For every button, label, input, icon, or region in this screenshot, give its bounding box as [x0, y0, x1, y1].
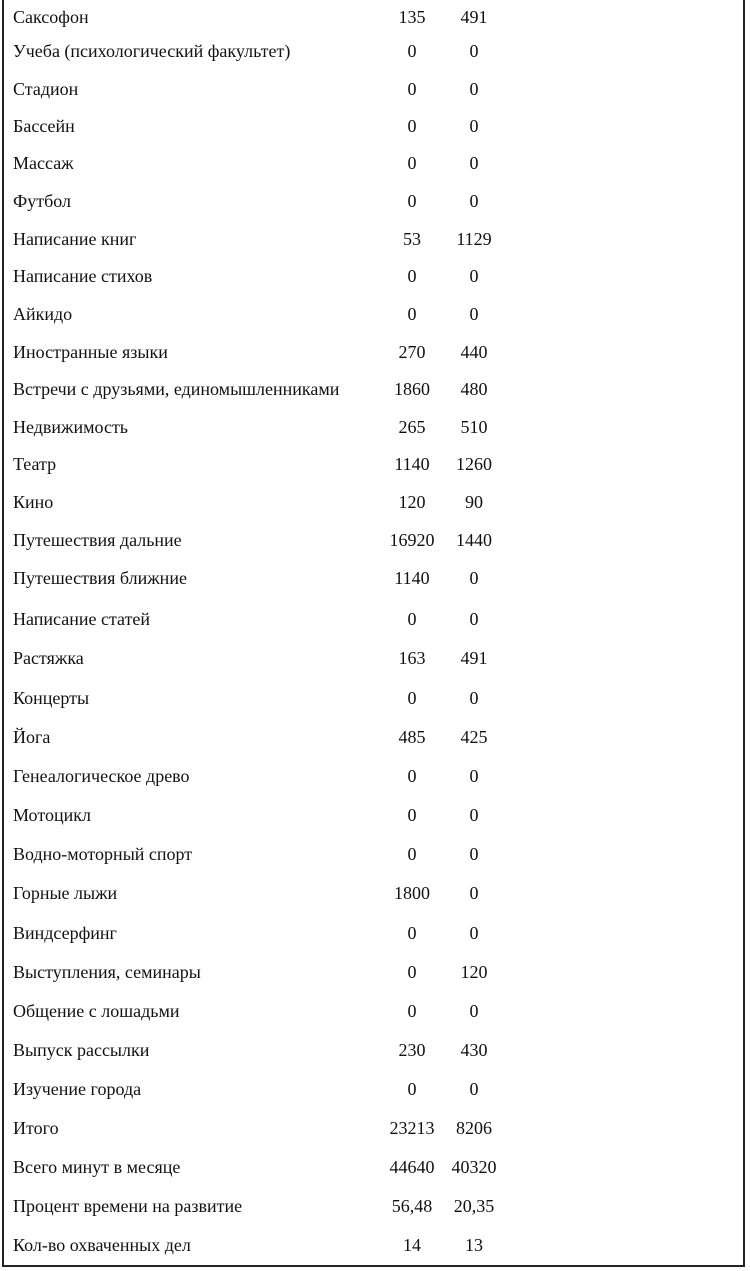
- table-row: [4, 38, 743, 64]
- activity-name: Стадион: [13, 79, 79, 99]
- activity-name: Иностранные языки: [13, 342, 168, 362]
- activity-name: Недвижимость: [13, 417, 129, 437]
- activity-name: Растяжка: [13, 648, 84, 668]
- table-row: [4, 1115, 743, 1141]
- activity-name: Всего минут в месяце: [13, 1157, 181, 1177]
- value-column-1: 0: [407, 688, 417, 708]
- table-row: [4, 645, 743, 671]
- value-column-2: 20,35: [453, 1196, 495, 1216]
- value-column-1: 0: [407, 41, 417, 61]
- activity-name: Встречи с друзьями, единомышленниками: [13, 379, 340, 399]
- value-column-2: 0: [469, 153, 479, 173]
- table-row: [4, 188, 743, 214]
- value-column-1: 53: [403, 229, 421, 249]
- value-column-1: 1860: [394, 379, 430, 399]
- value-column-2: 40320: [451, 1157, 497, 1177]
- table-row: [4, 226, 743, 252]
- document-page: [2, 0, 745, 1267]
- activity-name: Кол-во охваченных дел: [13, 1235, 191, 1255]
- value-column-1: 0: [407, 1079, 417, 1099]
- value-column-2: 491: [460, 7, 488, 27]
- table-row: [4, 301, 743, 327]
- value-column-2: 491: [460, 648, 488, 668]
- value-column-1: 23213: [389, 1118, 435, 1138]
- table-row: [4, 763, 743, 789]
- value-column-2: 0: [469, 844, 479, 864]
- value-column-2: 0: [469, 883, 479, 903]
- value-column-1: 0: [407, 116, 417, 136]
- table-row: [4, 959, 743, 985]
- value-column-1: 270: [398, 342, 426, 362]
- table-row: [4, 1037, 743, 1063]
- table-row: [4, 920, 743, 946]
- table-row: [4, 998, 743, 1024]
- value-column-1: 0: [407, 79, 417, 99]
- value-column-2: 1260: [456, 454, 492, 474]
- value-column-2: 0: [469, 266, 479, 286]
- table-row: [4, 724, 743, 750]
- value-column-2: 120: [460, 962, 488, 982]
- table-row: [4, 565, 743, 591]
- activity-name: Написание стихов: [13, 266, 153, 286]
- value-column-1: 1800: [394, 883, 430, 903]
- activity-name: Мотоцикл: [13, 805, 91, 825]
- activity-name: Концерты: [13, 688, 90, 708]
- value-column-2: 0: [469, 304, 479, 324]
- value-column-2: 0: [469, 609, 479, 629]
- table-row: [4, 1193, 743, 1219]
- value-column-2: 0: [469, 805, 479, 825]
- value-column-1: 44640: [389, 1157, 435, 1177]
- activity-name: Футбол: [13, 191, 71, 211]
- activity-name: Виндсерфинг: [13, 923, 117, 943]
- table-row: [4, 4, 743, 30]
- value-column-1: 0: [407, 962, 417, 982]
- value-column-1: 0: [407, 609, 417, 629]
- table-row: [4, 527, 743, 553]
- value-column-2: 90: [465, 492, 483, 512]
- value-column-2: 0: [469, 766, 479, 786]
- activity-name: Процент времени на развитие: [13, 1196, 243, 1216]
- activity-name: Итого: [13, 1118, 59, 1138]
- activity-name: Горные лыжи: [13, 883, 118, 903]
- activity-name: Изучение города: [13, 1079, 142, 1099]
- table-row: [4, 376, 743, 402]
- activity-name: Учеба (психологический факультет): [13, 41, 291, 61]
- activity-name: Саксофон: [13, 7, 89, 27]
- value-column-1: 265: [398, 417, 426, 437]
- value-column-2: 430: [460, 1040, 488, 1060]
- table-row: [4, 880, 743, 906]
- table-row: [4, 150, 743, 176]
- value-column-2: 0: [469, 568, 479, 588]
- value-column-2: 0: [469, 79, 479, 99]
- value-column-1: 56,48: [391, 1196, 433, 1216]
- table-row: [4, 489, 743, 515]
- value-column-1: 0: [407, 191, 417, 211]
- value-column-2: 1440: [456, 530, 492, 550]
- value-column-2: 440: [460, 342, 488, 362]
- value-column-1: 0: [407, 304, 417, 324]
- value-column-1: 0: [407, 1001, 417, 1021]
- table-row: [4, 1232, 743, 1258]
- value-column-2: 0: [469, 923, 479, 943]
- value-column-1: 16920: [389, 530, 435, 550]
- activity-name: Айкидо: [13, 304, 73, 324]
- value-column-1: 485: [398, 727, 426, 747]
- table-row: [4, 76, 743, 102]
- table-row: [4, 1076, 743, 1102]
- activity-name: Путешествия ближние: [13, 568, 187, 588]
- table-row: [4, 685, 743, 711]
- activity-name: Генеалогическое древо: [13, 766, 190, 786]
- value-column-2: 0: [469, 116, 479, 136]
- value-column-2: 0: [469, 1001, 479, 1021]
- value-column-1: 1140: [394, 454, 430, 474]
- value-column-2: 8206: [456, 1118, 492, 1138]
- value-column-1: 0: [407, 844, 417, 864]
- value-column-1: 0: [407, 766, 417, 786]
- activity-name: Массаж: [13, 153, 74, 173]
- value-column-2: 13: [465, 1235, 483, 1255]
- activity-name: Общение с лошадьми: [13, 1001, 180, 1021]
- value-column-1: 1140: [394, 568, 430, 588]
- activity-name: Кино: [13, 492, 54, 512]
- activity-name: Бассейн: [13, 116, 75, 136]
- value-column-2: 1129: [456, 229, 492, 249]
- value-column-2: 480: [460, 379, 488, 399]
- value-column-2: 510: [460, 417, 488, 437]
- activity-name: Написание статей: [13, 609, 151, 629]
- value-column-1: 14: [403, 1235, 421, 1255]
- table-row: [4, 606, 743, 632]
- value-column-1: 0: [407, 805, 417, 825]
- activity-name: Выпуск рассылки: [13, 1040, 150, 1060]
- value-column-1: 230: [398, 1040, 426, 1060]
- value-column-2: 425: [460, 727, 488, 747]
- table-row: [4, 339, 743, 365]
- activity-name: Водно-моторный спорт: [13, 844, 193, 864]
- table-row: [4, 802, 743, 828]
- value-column-1: 135: [398, 7, 426, 27]
- table-row: [4, 841, 743, 867]
- table-row: [4, 263, 743, 289]
- value-column-2: 0: [469, 41, 479, 61]
- table-row: [4, 414, 743, 440]
- activity-name: Театр: [13, 454, 57, 474]
- table-row: [4, 1154, 743, 1180]
- value-column-1: 120: [398, 492, 426, 512]
- table-row: [4, 113, 743, 139]
- value-column-2: 0: [469, 688, 479, 708]
- activity-name: Написание книг: [13, 229, 137, 249]
- value-column-1: 0: [407, 153, 417, 173]
- value-column-2: 0: [469, 1079, 479, 1099]
- value-column-1: 0: [407, 923, 417, 943]
- activity-name: Путешествия дальние: [13, 530, 182, 550]
- value-column-1: 163: [398, 648, 426, 668]
- value-column-1: 0: [407, 266, 417, 286]
- activity-name: Йога: [13, 727, 51, 747]
- table-row: [4, 451, 743, 477]
- value-column-2: 0: [469, 191, 479, 211]
- activity-name: Выступления, семинары: [13, 962, 201, 982]
